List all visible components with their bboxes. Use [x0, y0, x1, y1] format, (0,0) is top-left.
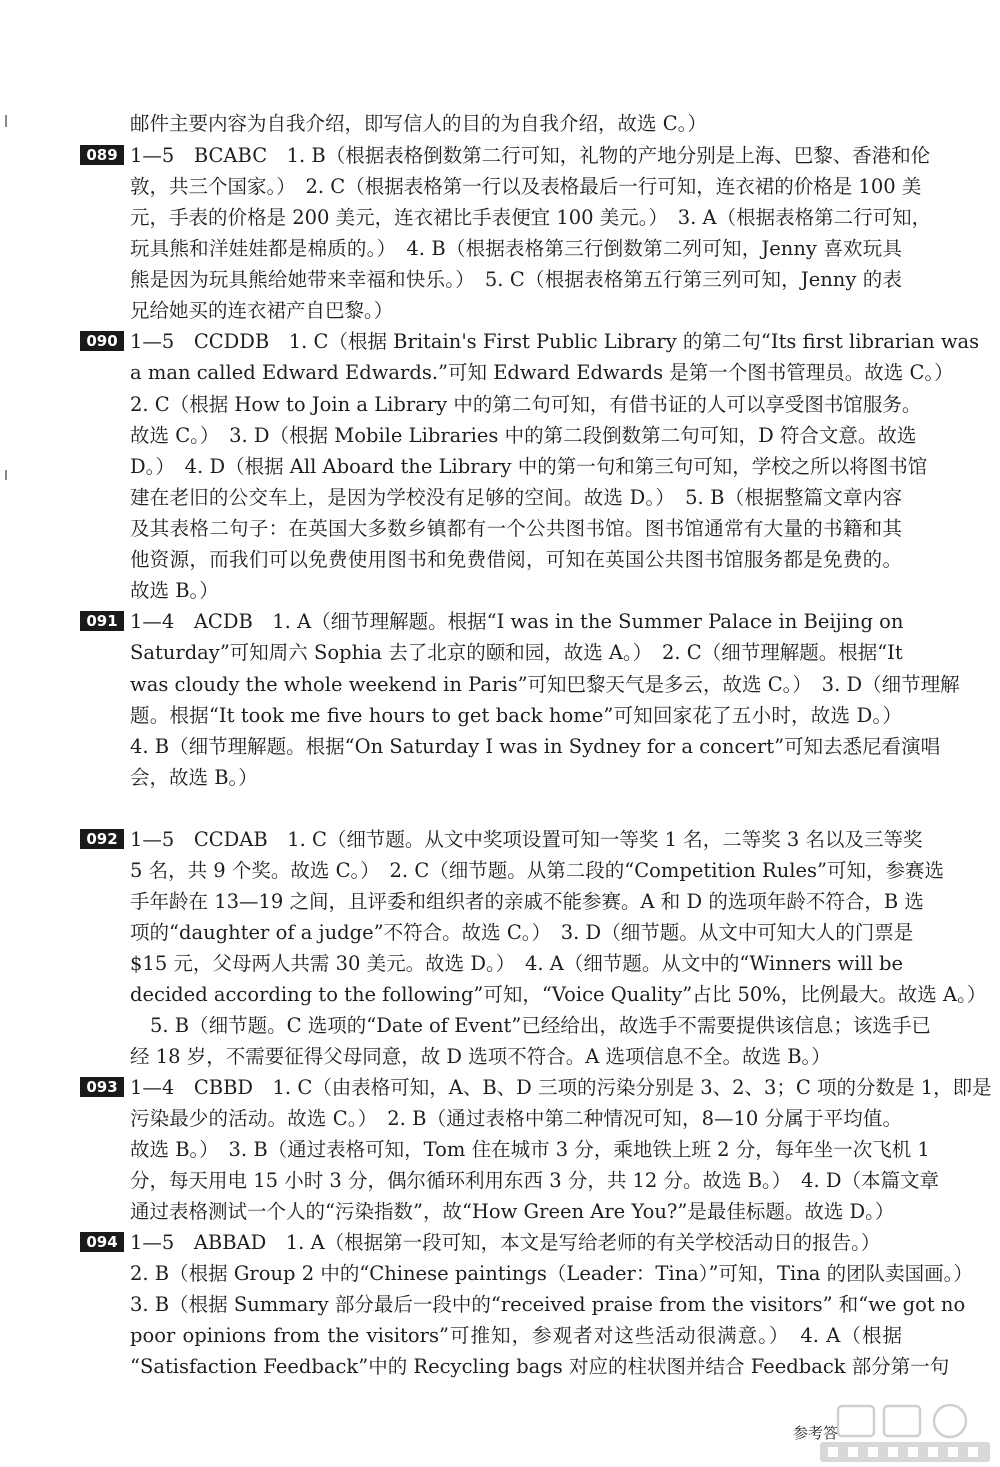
question-number-badge: 091 — [80, 611, 124, 631]
question-number-badge: 090 — [80, 331, 124, 351]
text-line: 5. B（细节题。C 选项的“Date of Event”已经给出，故选手不需要提供该信息；该选手已 — [150, 1014, 931, 1037]
text-line: 手年龄在 13—19 之间，且评委和组织者的亲戚不能参赛。A 和 D 的选项年龄不符合，B 选 — [130, 890, 924, 913]
text-line: D。） 4. D（根据 All Aboard the Library 中的第一句和第三句可知，学校之所以将图书馆 — [130, 455, 928, 478]
text-line: 故选 B。） 3. B（通过表格可知，Tom 住在城市 3 分，乘地铁上班 2 分，每年坐一次飞机 1 — [130, 1138, 930, 1161]
footer-label: 参考答 — [793, 1424, 839, 1442]
margin-mark — [5, 470, 7, 480]
text-line: 089 1—5 BCABC 1. B（根据表格倒数第二行可知，礼物的产地分别是上海、巴黎、香港和伦 — [80, 140, 902, 171]
text-line: 元，手表的价格是 200 美元，连衣裙比手表便宜 100 美元。） 3. A（根据表格第二行可知， — [130, 206, 932, 229]
site-watermark-logo — [800, 1400, 1000, 1467]
text-line: 兄给她买的连衣裙产自巴黎。） — [130, 299, 394, 322]
text-line: poor opinions from the visitors”可推知，参观者对这些活动很满意。） 4. A（根据 — [130, 1324, 902, 1347]
margin-mark — [5, 115, 7, 127]
text-line: 通过表格测试一个人的“污染指数”，故“How Green Are You?”是最佳标题。故选 D。） — [130, 1200, 895, 1223]
text-line: 他资源，而我们可以免费使用图书和免费借阅，可知在英国公共图书馆服务都是免费的。 — [130, 548, 902, 571]
question-number-badge: 094 — [80, 1232, 124, 1252]
text-line: 玩具熊和洋娃娃都是棉质的。） 4. B（根据表格第三行倒数第二列可知，Jenny 喜欢玩具 — [130, 237, 902, 260]
text-line: 经 18 岁，不需要征得父母同意，故 D 选项不符合。A 选项信息不全。故选 B。） — [130, 1045, 831, 1068]
text-line: 2. B（根据 Group 2 中的“Chinese paintings（Leader：Tina）”可知，Tina 的团队卖国画。） — [130, 1262, 973, 1285]
text-line: 091 1—4 ACDB 1. A（细节理解题。根据“I was in the Summer Palace in Beijing on — [80, 606, 902, 637]
text-line: 092 1—5 CCDAB 1. C（细节题。从文中奖项设置可知一等奖 1 名，二等奖 3 名以及三等奖 — [80, 824, 902, 855]
text-line: 4. B（细节理解题。根据“On Saturday I was in Sydney for a concert”可知去悉尼看演唱 — [130, 735, 941, 758]
text-line: 污染最少的活动。故选 C。） 2. B（通过表格中第二种情况可知，8—10 分属于平均值。 — [130, 1107, 902, 1130]
text-line: 094 1—5 ABBAD 1. A（根据第一段可知，本文是写给老师的有关学校活动日的报告。） — [80, 1227, 902, 1258]
text-line: “Satisfaction Feedback”中的 Recycling bags 对应的柱状图并结合 Feedback 部分第一句 — [130, 1355, 950, 1378]
text-line: 题。根据“It took me five hours to get back home”可知回家花了五小时，故选 D。） — [130, 704, 902, 727]
text-line: 093 1—4 CBBD 1. C（由表格可知，A、B、D 三项的污染分别是 3、2、3；C 项的分数是 1，即是 — [80, 1072, 902, 1103]
text-line: 分，每天用电 15 小时 3 分，偶尔循环利用东西 3 分，共 12 分。故选 B。） 4. D（本篇文章 — [130, 1169, 939, 1192]
text-line: 敦，共三个国家。） 2. C（根据表格第一行以及表格最后一行可知，连衣裙的价格是 100 美 — [130, 175, 922, 198]
text-line: 5 名，共 9 个奖。故选 C。） 2. C（细节题。从第二段的“Competition Rules”可知，参赛选 — [130, 859, 945, 882]
text-line: decided according to the following”可知，“Voice Quality”占比 50%，比例最大。故选 A。） — [130, 983, 987, 1006]
text-line: $15 元，父母两人共需 30 美元。故选 D。） 4. A（细节题。从文中的“Winners will be — [130, 952, 904, 975]
text-line: 3. B（根据 Summary 部分最后一段中的“received praise from the visitors” 和“we got no — [130, 1293, 966, 1316]
text-line: 邮件主要内容为自我介绍，即写信人的目的为自我介绍，故选 C。） — [130, 112, 707, 135]
text-line: 090 1—5 CCDDB 1. C（根据 Britain's First Public Library 的第二句“Its first librarian was — [80, 326, 902, 357]
text-line: 建在老旧的公交车上，是因为学校没有足够的空间。故选 D。） 5. B（根据整篇文章内容 — [130, 486, 902, 509]
text-line: 及其表格二句子：在英国大多数乡镇都有一个公共图书馆。图书馆通常有大量的书籍和其 — [130, 517, 902, 540]
text-line: 熊是因为玩具熊给她带来幸福和快乐。） 5. C（根据表格第五行第三列可知，Jenny 的表 — [130, 268, 902, 291]
text-line: 2. C（根据 How to Join a Library 中的第二句可知，有借书证的人可以享受图书馆服务。 — [130, 393, 922, 416]
text-line: 会，故选 B。） — [130, 766, 258, 789]
question-number-badge: 093 — [80, 1077, 124, 1097]
text-line: Saturday”可知周六 Sophia 去了北京的颐和园，故选 A。） 2. C（细节理解题。根据“It — [130, 641, 903, 664]
question-number-badge: 089 — [80, 145, 124, 165]
text-line: was cloudy the whole weekend in Paris”可知巴黎天气是多云，故选 C。） 3. D（细节理解 — [130, 673, 960, 696]
question-number-badge: 092 — [80, 829, 124, 849]
text-line: 故选 C。） 3. D（根据 Mobile Libraries 中的第二段倒数第二句可知，D 符合文意。故选 — [130, 424, 917, 447]
text-line: a man called Edward Edwards.”可知 Edward Edwards 是第一个图书管理员。故选 C。） — [130, 361, 954, 384]
text-line: 项的“daughter of a judge”不符合。故选 C。） 3. D（细节题。从文中可知大人的门票是 — [130, 921, 914, 944]
text-line: 故选 B。） — [130, 579, 219, 602]
